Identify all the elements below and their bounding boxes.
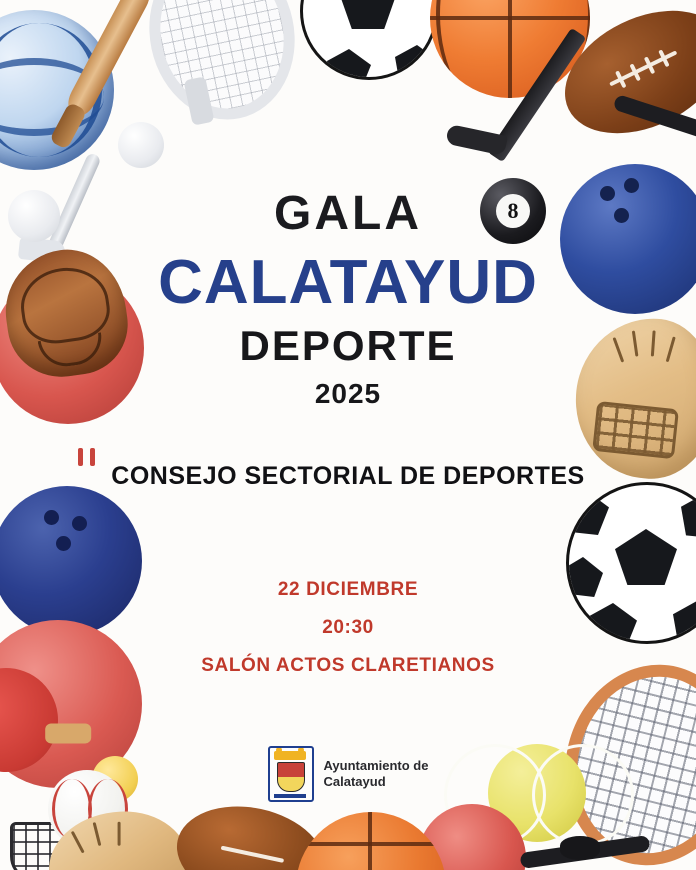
golf-ball-secondary-icon [8,190,60,242]
golf-ball-icon [118,122,164,168]
title-line-calatayud: CALATAYUD [158,248,538,317]
bowling-ball-right-icon [560,164,696,314]
soccer-ball-right-icon [566,482,696,644]
tennis-racket-icon [134,0,311,133]
eight-ball-icon [480,178,546,244]
soccer-ball-icon [300,0,438,80]
stitch-mark-icon [78,448,104,466]
event-venue: SALÓN ACTOS CLARETIANOS [201,655,495,676]
footer-line-2: Calatayud [323,774,386,789]
title-line-gala: GALA [274,187,422,240]
footer-logo [0,746,696,802]
title-year: 2025 [314,378,382,409]
title-line-deporte: DEPORTE [239,322,457,369]
baseball-glove-right-icon [568,311,696,485]
basketball-bottom-icon [296,812,446,870]
footer-text-block [324,758,429,791]
footer-line-1: Ayuntamiento de [323,757,429,773]
hockey-puck-icon [560,836,600,860]
coat-of-arms-icon [268,746,314,802]
bowling-ball-left-icon [0,486,142,636]
event-time: 20:30 [322,617,374,638]
organizer-label: CONSEJO SECTORIAL DE DEPORTES [111,462,585,490]
eight-ball-number: 8 [496,194,530,228]
event-date: 22 DICIEMBRE [277,579,419,600]
